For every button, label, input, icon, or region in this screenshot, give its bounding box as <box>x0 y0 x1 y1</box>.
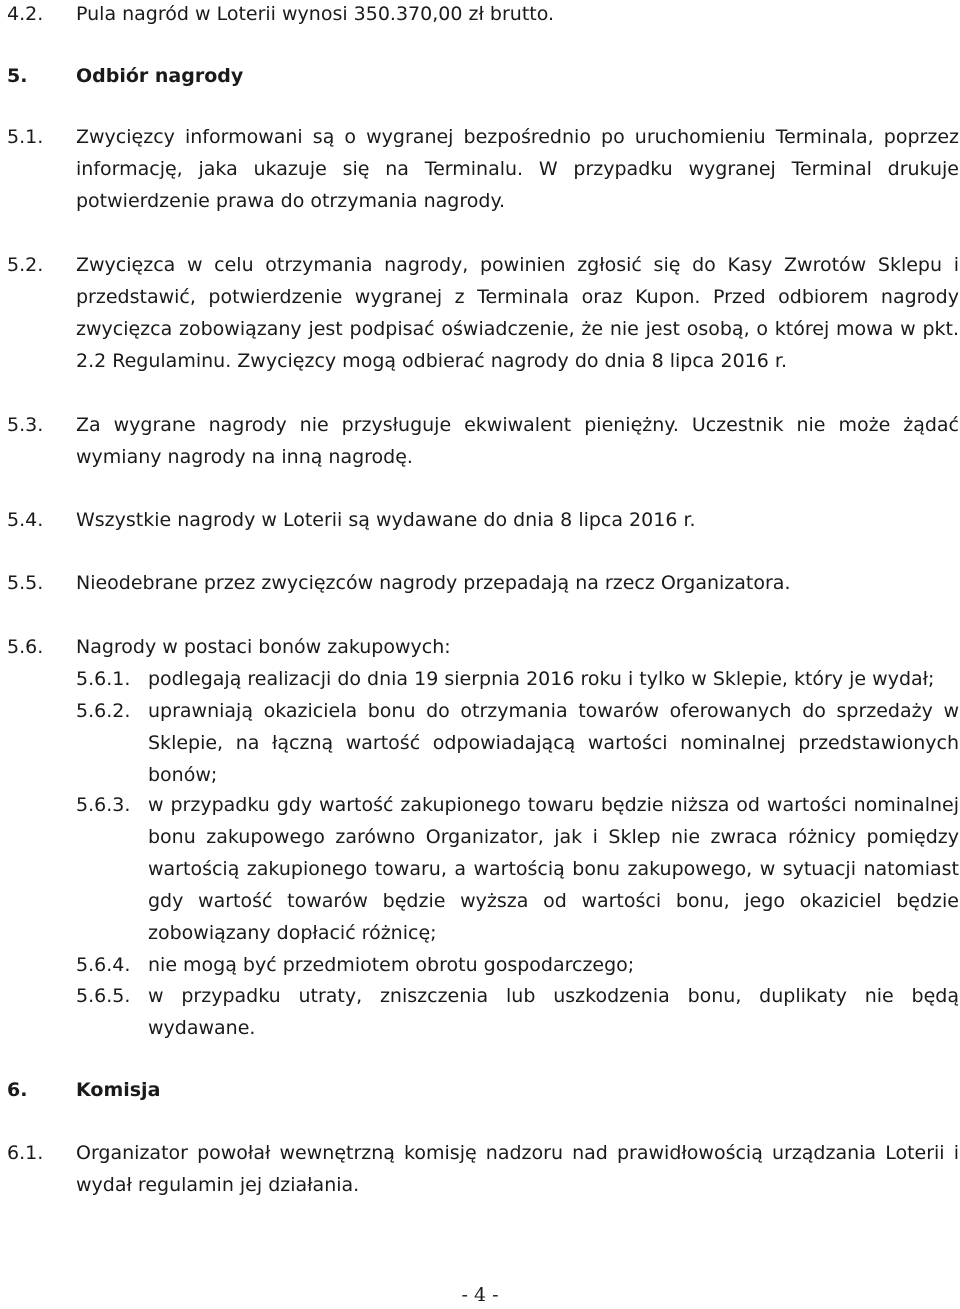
section-5-6-1 <box>76 663 959 695</box>
section-number: 5.5. <box>7 572 44 594</box>
section-6-heading <box>7 1074 959 1106</box>
subsection-number: 5.6.5. <box>76 985 131 1007</box>
subsection-text: w przypadku utraty, zniszczenia lub uszkodzenia bonu, duplikaty nie będą wydawane. <box>148 985 959 1039</box>
section-text: Nieodebrane przez zwycięzców nagrody przepadają na rzecz Organizatora. <box>76 572 791 594</box>
section-5-3 <box>7 409 959 473</box>
section-5-6-3 <box>76 789 959 949</box>
section-number: 4.2. <box>7 3 44 25</box>
heading-number: 5. <box>7 65 28 87</box>
section-5-6-5 <box>76 980 959 1044</box>
section-number: 5.6. <box>7 636 44 658</box>
section-text: Zwycięzcy informowani są o wygranej bezpośrednio po uruchomieniu Terminala, poprzez informację, jaka ukazuje się na Terminalu. W przypadku wygranej Terminal drukuje potwierdzenie prawa do otrzymania nagrody. <box>76 126 959 212</box>
section-number: 5.1. <box>7 126 44 148</box>
subsection-number: 5.6.4. <box>76 954 131 976</box>
subsection-number: 5.6.2. <box>76 700 131 722</box>
section-5-6-4 <box>76 949 959 981</box>
section-5-6-2 <box>76 695 959 791</box>
section-text: Wszystkie nagrody w Loterii są wydawane do dnia 8 lipca 2016 r. <box>76 509 696 531</box>
section-5-6 <box>7 631 959 663</box>
section-number: 5.4. <box>7 509 44 531</box>
section-text: Nagrody w postaci bonów zakupowych: <box>76 636 451 658</box>
heading-title: Odbiór nagrody <box>76 65 244 87</box>
page-number: - 4 - <box>461 1284 499 1306</box>
section-5-heading <box>7 60 959 92</box>
section-number: 5.3. <box>7 414 44 436</box>
section-6-1 <box>7 1137 959 1201</box>
section-text: Pula nagród w Loterii wynosi 350.370,00 zł brutto. <box>76 3 555 25</box>
section-5-2 <box>7 249 959 377</box>
section-text: Organizator powołał wewnętrzną komisję nadzoru nad prawidłowością urządzania Loterii i wydał regulamin jej działania. <box>76 1142 959 1196</box>
subsection-text: nie mogą być przedmiotem obrotu gospodarczego; <box>148 954 635 976</box>
subsection-text: podlegają realizacji do dnia 19 sierpnia 2016 roku i tylko w Sklepie, który je wydał; <box>148 668 935 690</box>
subsection-number: 5.6.1. <box>76 668 131 690</box>
section-text: Zwycięzca w celu otrzymania nagrody, powinien zgłosić się do Kasy Zwrotów Sklepu i przedstawić, potwierdzenie wygranej z Terminala oraz Kupon. Przed odbiorem nagrody zwycięzca zobowiązany jest podpisać oświadczenie, że nie jest osobą, o której mowa w pkt. 2.2 Regulaminu. Zwycięzcy mogą odbierać nagrody do dnia 8 lipca 2016 r. <box>76 254 959 372</box>
heading-title: Komisja <box>76 1079 161 1101</box>
subsection-number: 5.6.3. <box>76 794 131 816</box>
section-number: 6.1. <box>7 1142 44 1164</box>
section-5-1 <box>7 121 959 217</box>
section-text: Za wygrane nagrody nie przysługuje ekwiwalent pieniężny. Uczestnik nie może żądać wymiany nagrody na inną nagrodę. <box>76 414 959 468</box>
section-5-5 <box>7 567 959 599</box>
section-number: 5.2. <box>7 254 44 276</box>
subsection-text: uprawniają okaziciela bonu do otrzymania towarów oferowanych do sprzedaży w Sklepie, na łączną wartość odpowiadającą wartości nominalnej przedstawionych bonów; <box>148 700 959 786</box>
section-5-4 <box>7 504 959 536</box>
section-4-2 <box>7 0 959 30</box>
subsection-text: w przypadku gdy wartość zakupionego towaru będzie niższa od wartości nominalnej bonu zakupowego zarówno Organizator, jak i Sklep nie zwraca różnicy pomiędzy wartością zakupionego towaru, a wartością bonu zakupowego, w sytuacji natomiast gdy wartość towarów będzie wyższa od wartości bonu, jego okaziciel będzie zobowiązany dopłacić różnicę; <box>148 794 959 944</box>
heading-number: 6. <box>7 1079 28 1101</box>
